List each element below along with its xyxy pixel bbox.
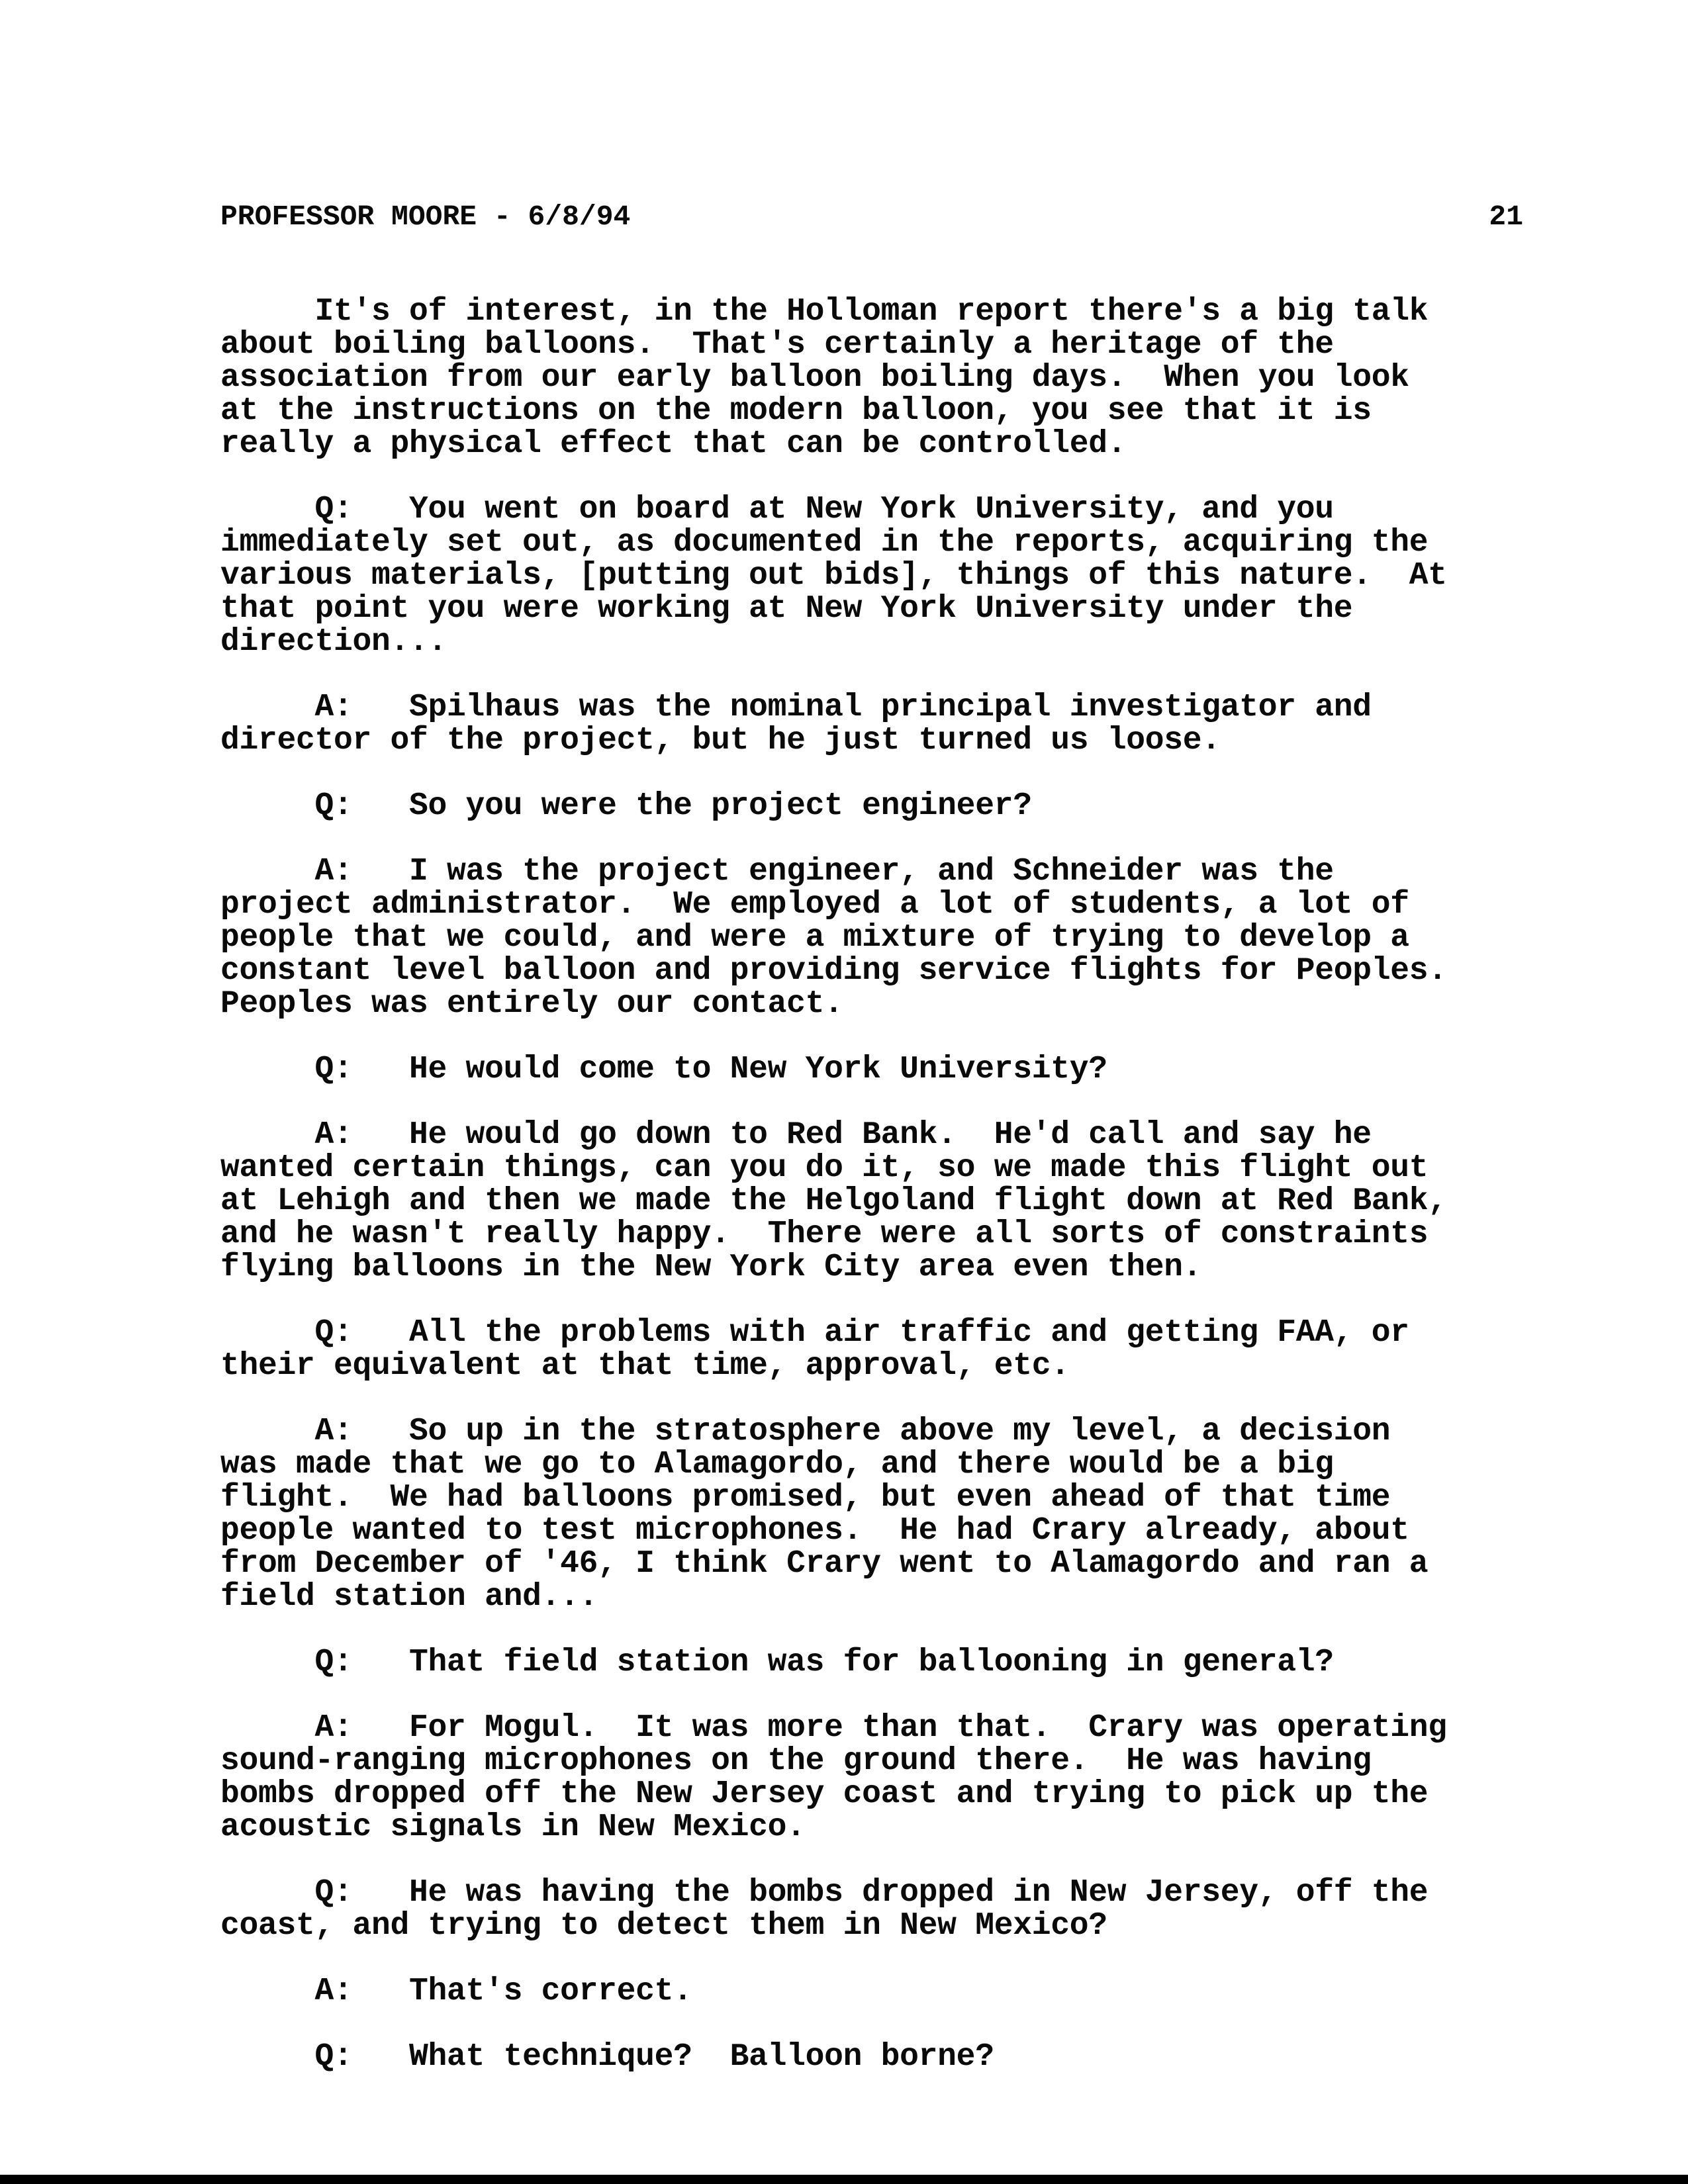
text-line: constant level balloon and providing service flights for Peoples. (220, 953, 1447, 989)
transcript-paragraph (220, 1876, 1523, 1942)
text-line: Q: What technique? Balloon borne? (220, 2039, 994, 2075)
text-line: various materials, [putting out bids], things of this nature. At (220, 558, 1447, 594)
text-line: acoustic signals in New Mexico. (220, 1809, 806, 1845)
page-header (220, 199, 1523, 236)
text-line: and he wasn't really happy. There were all sorts of constraints (220, 1216, 1429, 1252)
text-line: Q: You went on board at New York University, and you (220, 492, 1334, 527)
text-line: Q: So you were the project engineer? (220, 788, 1032, 824)
text-line: A: For Mogul. It was more than that. Crary was operating (220, 1710, 1447, 1746)
text-line: really a physical effect that can be controlled. (220, 426, 1127, 462)
text-line: wanted certain things, can you do it, so we made this flight out (220, 1150, 1429, 1186)
text-line: Peoples was entirely our contact. (220, 986, 843, 1022)
text-line: A: That's correct. (220, 1974, 692, 2009)
text-line: Q: All the problems with air traffic and getting FAA, or (220, 1315, 1409, 1351)
text-line: was made that we go to Alamagordo, and there would be a big (220, 1447, 1334, 1482)
text-line: flight. We had balloons promised, but even ahead of that time (220, 1480, 1391, 1516)
text-line: immediately set out, as documented in the reports, acquiring the (220, 525, 1429, 561)
text-line: their equivalent at that time, approval, etc. (220, 1348, 1070, 1384)
text-line: Q: That field station was for ballooning in general? (220, 1645, 1334, 1680)
transcript-paragraph (220, 790, 1523, 823)
text-line: A: He would go down to Red Bank. He'd call and say he (220, 1117, 1372, 1153)
text-line: field station and... (220, 1579, 598, 1615)
text-line: bombs dropped off the New Jersey coast and trying to pick up the (220, 1776, 1429, 1812)
transcript-body (220, 295, 1523, 2106)
transcript-paragraph (220, 1975, 1523, 2008)
text-line: It's of interest, in the Holloman report there's a big talk (220, 294, 1429, 330)
text-line: about boiling balloons. That's certainly a heritage of the (220, 327, 1334, 363)
text-line: at Lehigh and then we made the Helgoland flight down at Red Bank, (220, 1183, 1447, 1219)
transcript-paragraph (220, 1118, 1523, 1284)
transcript-paragraph (220, 1711, 1523, 1844)
transcript-paragraph (220, 1646, 1523, 1679)
header-title: PROFESSOR MOORE - 6/8/94 (220, 201, 631, 233)
text-line: flying balloons in the New York City area even then. (220, 1250, 1202, 1285)
text-line: that point you were working at New York University under the (220, 591, 1353, 627)
text-line: coast, and trying to detect them in New Mexico? (220, 1908, 1107, 1944)
text-line: at the instructions on the modern balloon, you see that it is (220, 393, 1372, 429)
bottom-border (0, 2175, 1688, 2184)
transcript-paragraph (220, 855, 1523, 1021)
transcript-paragraph (220, 493, 1523, 659)
text-line: association from our early balloon boiling days. When you look (220, 360, 1409, 396)
text-line: from December of '46, I think Crary went to Alamagordo and ran a (220, 1546, 1429, 1582)
text-line: people wanted to test microphones. He had Crary already, about (220, 1513, 1409, 1549)
text-line: Q: He was having the bombs dropped in New Jersey, off the (220, 1875, 1429, 1911)
text-line: A: So up in the stratosphere above my level, a decision (220, 1414, 1391, 1449)
text-line: Q: He would come to New York University? (220, 1052, 1107, 1087)
text-line: people that we could, and were a mixture of trying to develop a (220, 920, 1409, 956)
transcript-paragraph (220, 295, 1523, 461)
transcript-paragraph (220, 2040, 1523, 2073)
text-line: A: Spilhaus was the nominal principal investigator and (220, 690, 1372, 725)
transcript-paragraph (220, 1316, 1523, 1383)
transcript-paragraph (220, 1415, 1523, 1614)
text-line: sound-ranging microphones on the ground there. He was having (220, 1743, 1372, 1779)
text-line: director of the project, but he just turned us loose. (220, 723, 1221, 758)
text-line: direction... (220, 624, 447, 660)
text-line: project administrator. We employed a lot of students, a lot of (220, 887, 1409, 923)
transcript-paragraph (220, 691, 1523, 757)
transcript-paragraph (220, 1053, 1523, 1086)
text-line: A: I was the project engineer, and Schneider was the (220, 854, 1334, 889)
page-number: 21 (1489, 201, 1523, 233)
